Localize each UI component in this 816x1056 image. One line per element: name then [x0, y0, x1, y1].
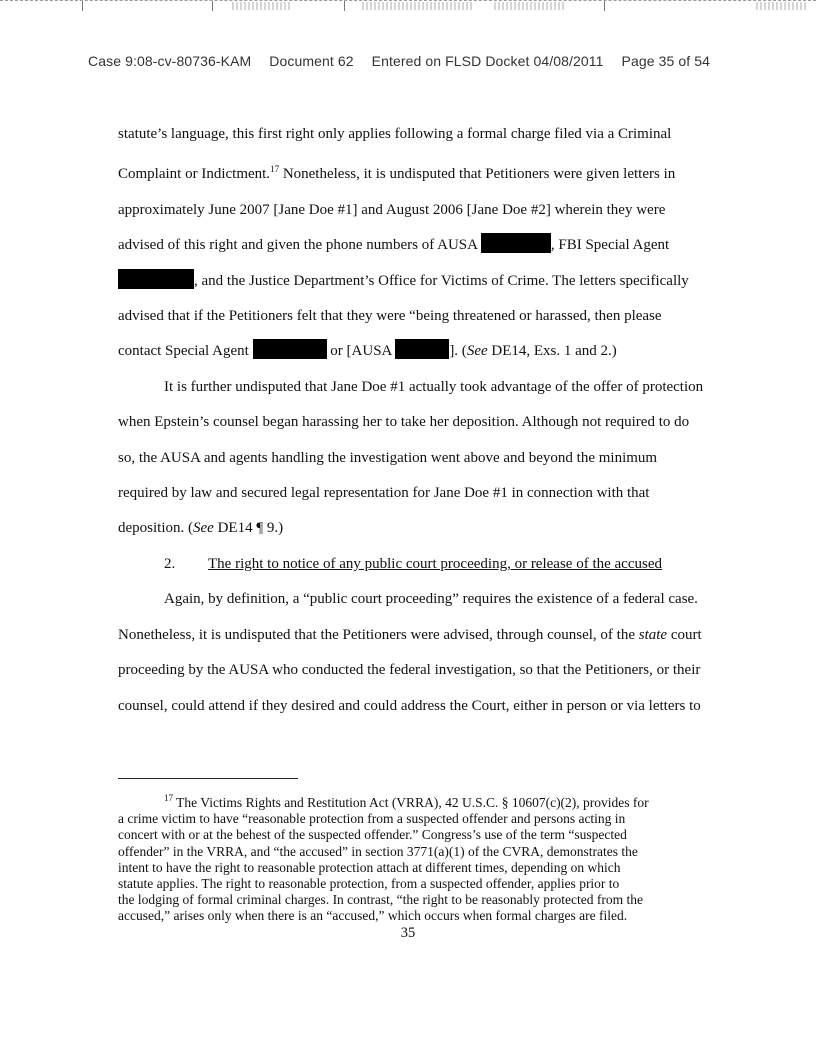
footnote-marker: 17 — [164, 793, 173, 803]
citation-signal: See — [466, 343, 488, 360]
redaction-block — [253, 339, 327, 359]
text-line — [118, 264, 704, 299]
text-line: statute’s language, this first right only applies following a formal charge filed via a Criminal — [118, 126, 672, 142]
body-text — [118, 117, 704, 724]
text-span: Nonetheless, it is undisputed that the Petitioners were advised, through counsel, of the — [118, 626, 639, 643]
citation-signal: See — [193, 520, 214, 537]
footnote-line: a crime victim to have “reasonable protection from a suspected offender and persons acting in — [118, 811, 626, 827]
redaction-block — [118, 269, 194, 289]
footnote-line: accused,” arises only when there is an “accused,” which occurs when formal charges are filed. — [118, 908, 628, 924]
scan-smudge — [362, 2, 472, 10]
document-number: Document 62 — [269, 53, 354, 69]
footnote-line: statute applies. The right to reasonable protection, from a suspected offender, applies prior to — [118, 876, 620, 892]
page-of-total: Page 35 of 54 — [621, 53, 711, 69]
text-span: contact Special Agent — [118, 343, 253, 360]
page-number: 35 — [400, 925, 416, 941]
docket-entry-date: Entered on FLSD Docket 04/08/2011 — [371, 53, 604, 69]
text-line: so, the AUSA and agents handling the investigation went above and beyond the minimum — [118, 449, 658, 466]
text-line — [118, 618, 704, 653]
footnote-reference: 17 — [270, 164, 280, 175]
footnote-line: intent to have the right to reasonable protection attach at different times, depending on which — [118, 859, 621, 875]
text-span: Complaint or Indictment. — [118, 166, 271, 183]
text-line — [118, 511, 704, 546]
section-number: 2. — [164, 555, 176, 572]
scan-tick — [212, 1, 213, 11]
text-span: DE14 ¶ 9.) — [213, 520, 284, 537]
text-span: The Victims Rights and Restitution Act (VRRA), 42 U.S.C. § 10607(c)(2), provides for — [173, 795, 649, 810]
text-line: It is further undisputed that Jane Doe #1 actually took advantage of the offer of protection — [164, 378, 704, 395]
docket-header — [88, 53, 748, 69]
scan-smudge — [232, 2, 292, 10]
scan-tick — [604, 1, 605, 11]
footnote-line: concert with or at the behest of the suspected offender.” Congress’s use of the term “suspected — [118, 827, 627, 843]
redaction-block — [481, 233, 551, 253]
text-line: proceeding by the AUSA who conducted the federal investigation, so that the Petitioners, or their — [118, 662, 701, 679]
scan-smudge — [756, 2, 806, 10]
section-title: The right to notice of any public court proceeding, or release of the accused — [208, 555, 662, 572]
footnote-line — [118, 790, 706, 811]
text-line: when Epstein’s counsel began harassing her to take her deposition. Although not required to do — [118, 414, 690, 431]
text-line — [118, 152, 704, 192]
text-line: approximately June 2007 [Jane Doe #1] and August 2006 [Jane Doe #2] wherein they were — [118, 201, 666, 218]
case-number: Case 9:08-cv-80736-KAM — [88, 53, 252, 69]
text-span: , FBI Special Agent — [550, 237, 670, 254]
text-span: Nonetheless, it is undisputed that Petitioners were given letters in — [279, 166, 676, 183]
text-line: counsel, could attend if they desired and could address the Court, either in person or via letters to — [118, 697, 701, 714]
footnote — [118, 790, 706, 925]
redaction-block — [395, 339, 449, 359]
scan-smudge — [494, 2, 564, 10]
scan-artifact-line — [0, 0, 816, 15]
scan-tick — [82, 1, 83, 11]
text-span: deposition. ( — [118, 520, 193, 537]
text-line: advised that if the Petitioners felt that they were “being threatened or harassed, then please — [118, 308, 662, 325]
text-line: Again, by definition, a “public court proceeding” requires the existence of a federal case. — [164, 591, 698, 608]
text-span: or [AUSA — [326, 343, 396, 360]
text-line — [118, 334, 704, 369]
text-span: ]. ( — [449, 343, 467, 360]
text-span: court — [667, 626, 702, 643]
footnote-separator — [118, 778, 298, 779]
section-heading — [118, 547, 704, 582]
emphasis: state — [638, 626, 668, 643]
text-line: required by law and secured legal representation for Jane Doe #1 in connection with that — [118, 485, 650, 502]
footnote-line: offender” in the VRRA, and “the accused” in section 3771(a)(1) of the CVRA, demonstrates the — [118, 843, 638, 859]
text-span: , and the Justice Department’s Office for Victims of Crime. The letters specifically — [194, 272, 689, 289]
text-line — [118, 228, 704, 263]
footnote-line: the lodging of formal criminal charges. In contrast, “the right to be reasonably protected from the — [118, 892, 643, 908]
text-span: advised of this right and given the phone numbers of AUSA — [118, 237, 481, 254]
scan-tick — [344, 1, 345, 11]
text-span: DE14, Exs. 1 and 2.) — [487, 343, 617, 360]
